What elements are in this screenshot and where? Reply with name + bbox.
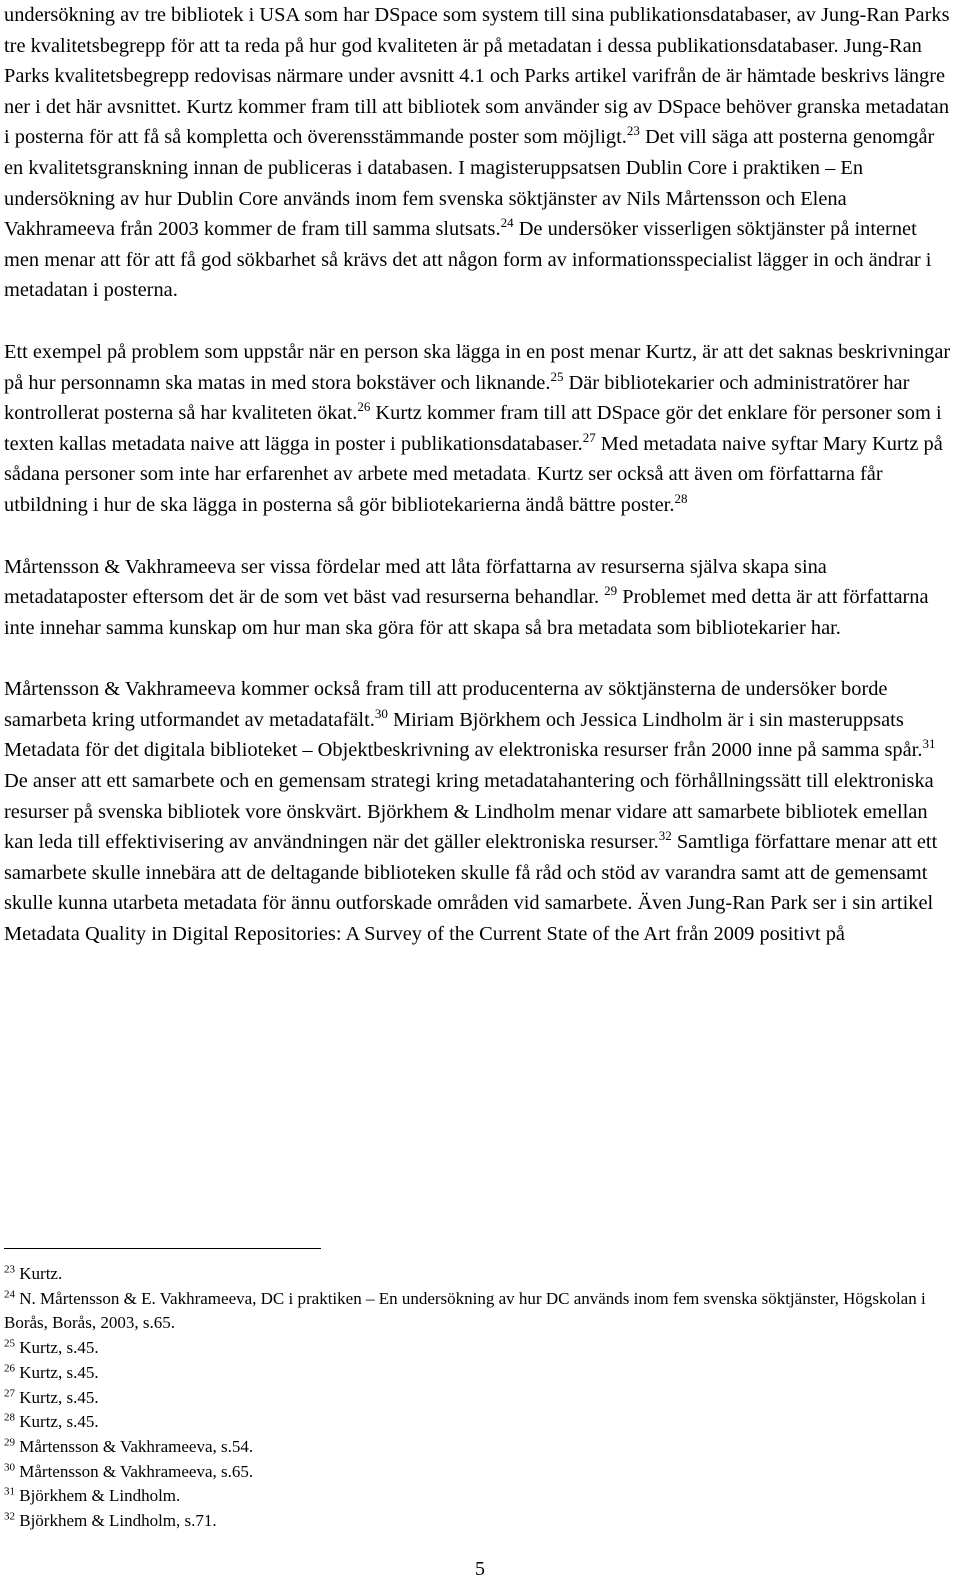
text-segment: Mårtensson & Vakhrameeva ser vissa fördelar med att låta författarna av resurserna själva skapa sina metadataposter eftersom det är de som vet bäst vad resurserna behandlar. <box>4 555 827 609</box>
footnote-number: 23 <box>4 1263 15 1276</box>
footnote <box>4 1509 952 1534</box>
footnote-number: 26 <box>4 1362 15 1375</box>
footnote-text: Kurtz, s.45. <box>15 1338 99 1358</box>
text-segment: . <box>526 463 532 486</box>
text-segment: Där bibliotekarier och administratörer har kontrollerat posterna så har kvaliteten ökat. <box>4 371 910 425</box>
paragraph <box>4 674 952 949</box>
footnote-reference: 29 <box>604 583 618 599</box>
footnote <box>4 1410 952 1435</box>
footnote-text: Kurtz, s.45. <box>15 1387 99 1407</box>
text-segment: Ett exempel på problem som uppstår när en person ska lägga in en post menar Kurtz, är att det saknas beskrivningar på hur personnamn ska matas in med stora bokstäver och liknande. <box>4 340 951 394</box>
footnote <box>4 1484 952 1509</box>
footnote <box>4 1386 952 1411</box>
text-segment: De undersöker visserligen söktjänster på internet men menar att för att få god sökbarhet så krävs det att någon form av informationsspecialist lägger in och ändrar i metadatan i posterna. <box>4 218 932 302</box>
footnote-reference: 28 <box>674 491 688 507</box>
paragraph <box>4 552 952 644</box>
text-segment: Samtliga författare menar att ett samarbete skulle innebära att de deltagande biblioteken skulle få råd och stöd av varandra samt att de gemensamt skulle kunna utarbeta metadata för ännu outforskade områden vid samarbete. Även Jung-Ran Park ser i sin artikel Metadata Quality in Digital Repositories: A Survey of the Current State of the Art från 2009 positivt på <box>4 831 938 946</box>
footnote-reference: 26 <box>357 399 371 415</box>
footnote <box>4 1336 952 1361</box>
footnote-text: Mårtensson & Vakhrameeva, s.65. <box>15 1461 254 1481</box>
body-text <box>4 0 952 950</box>
text-segment: Problemet med detta är att författarna inte innehar samma kunskap om hur man ska göra för att skapa så bra metadata som bibliotekarier har. <box>4 586 929 639</box>
footnote-text: Björkhem & Lindholm, s.71. <box>15 1511 217 1531</box>
paragraph <box>4 0 952 306</box>
footnote-reference: 25 <box>550 368 564 384</box>
footnote-text: Kurtz, s.45. <box>15 1362 99 1382</box>
footnote-reference: 30 <box>374 706 388 722</box>
text-segment: Kurtz kommer fram till att DSpace gör det enklare för personer som i texten kallas metadata naive att lägga in poster i publikationsdatabaser. <box>4 402 942 455</box>
text-segment: undersökning av tre bibliotek i USA som har DSpace som system till sina publikationsdatabaser, av Jung-Ran Parks tre kvalitetsbegrepp för att ta reda på hur god kvaliteten är på metadatan i dessa publikationsdatabaser. Jung-Ran Parks kvalitetsbegrepp redovisas närmare under avsnitt 4.1 och Parks artikel varifrån de är hämtade beskrivs längre ner i det här avsnittet. Kurtz kommer fram till att bibliotek som använder sig av DSpace behöver granska metadatan i posterna för att få så kompletta och överensstämmande poster som möjligt. <box>4 4 950 149</box>
footnote-number: 28 <box>4 1411 15 1424</box>
footnote <box>4 1435 952 1460</box>
footnote <box>4 1287 952 1336</box>
footnote-separator <box>4 1248 321 1249</box>
text-segment: Det vill säga att posterna genomgår en kvalitetsgranskning innan de publiceras i databasen. I magisteruppsatsen Dublin Core i praktiken – En undersökning av hur Dublin Core används inom fem svenska söktjänster av Nils Mårtensson och Elena Vakhrameeva från 2003 kommer de fram till samma slutsats. <box>4 126 935 241</box>
footnote-number: 27 <box>4 1386 15 1399</box>
footnote-text: N. Mårtensson & E. Vakhrameeva, DC i praktiken – En undersökning av hur DC används inom fem svenska söktjänster, Högskolan i Borås, Borås, 2003, s.65. <box>4 1288 926 1333</box>
footnote-text: Björkhem & Lindholm. <box>15 1486 181 1506</box>
footnotes <box>4 1262 952 1534</box>
footnote-reference: 24 <box>500 215 514 231</box>
footnote <box>4 1361 952 1386</box>
text-segment: Kurtz ser också att även om författarna får utbildning i hur de ska lägga in posterna så gör bibliotekarierna ändå bättre poster. <box>4 463 883 516</box>
footnote-number: 24 <box>4 1288 15 1301</box>
footnote <box>4 1262 952 1287</box>
footnote-number: 25 <box>4 1337 15 1350</box>
footnote-text: Kurtz, s.45. <box>15 1412 99 1432</box>
footnote-reference: 27 <box>582 429 596 445</box>
text-segment: Miriam Björkhem och Jessica Lindholm är i sin masteruppsats Metadata för det digitala biblioteket – Objektbeskrivning av elektroniska resurser från 2000 inne på samma spår. <box>4 708 923 762</box>
footnote-number: 31 <box>4 1485 15 1498</box>
page-number: 5 <box>475 1558 485 1580</box>
footnote-reference: 31 <box>922 736 936 752</box>
footnote-number: 32 <box>4 1510 15 1523</box>
footnote-number: 29 <box>4 1436 15 1449</box>
footnote-text: Mårtensson & Vakhrameeva, s.54. <box>15 1436 254 1456</box>
paragraph <box>4 337 952 521</box>
footnote-reference: 32 <box>658 828 672 844</box>
footnote-text: Kurtz. <box>15 1264 63 1283</box>
text-segment: Mårtensson & Vakhrameeva kommer också fram till att producenterna av söktjänsterna de undersöker borde samarbeta kring utformandet av metadatafält. <box>4 678 888 731</box>
text-segment: Med metadata naive syftar Mary Kurtz på sådana personer som inte har erfarenhet av arbete med metadata <box>4 432 943 486</box>
footnote-number: 30 <box>4 1460 15 1473</box>
text-segment: De anser att ett samarbete och en gemensam strategi kring metadatahantering och förhållningssätt till elektroniska resurser på svenska bibliotek vore önskvärt. Björkhem & Lindholm menar vidare att samarbete bibliotek emellan kan leda till effektivisering av användningen när det gäller elektroniska resurser. <box>4 770 934 854</box>
footnote <box>4 1460 952 1485</box>
footnote-reference: 23 <box>626 123 640 139</box>
